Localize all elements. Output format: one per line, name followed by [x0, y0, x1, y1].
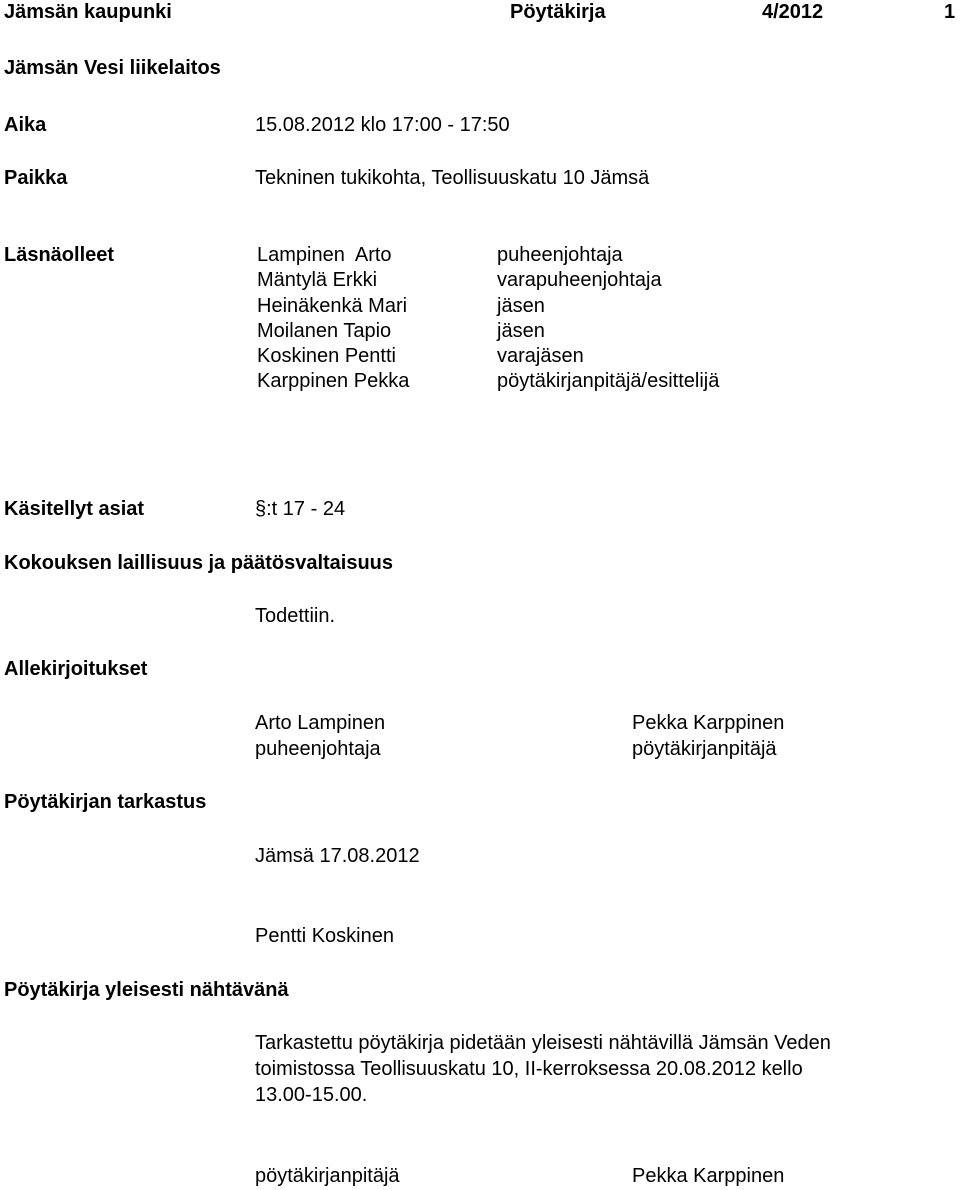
attendee-name: Karppinen Pekka: [257, 370, 410, 393]
public-display-text-line2: toimistossa Teollisuuskatu 10, II-kerroksessa 20.08.2012 kello: [255, 1058, 803, 1080]
attendee-role: varajäsen: [497, 345, 584, 368]
time-label: Aika: [4, 114, 47, 136]
chair-name: Arto Lampinen: [255, 712, 386, 734]
place-value: Tekninen tukikohta, Teollisuuskatu 10 Jämsä: [255, 167, 650, 189]
legality-value: Todettiin.: [255, 605, 336, 627]
signatures-label: Allekirjoitukset: [4, 658, 148, 680]
review-label: Pöytäkirjan tarkastus: [4, 791, 207, 813]
section-symbol: §: [255, 498, 267, 520]
time-value: 15.08.2012 klo 17:00 - 17:50: [255, 114, 510, 136]
chair-role: puheenjohtaja: [255, 738, 381, 760]
secretary-name: Pekka Karppinen: [632, 712, 785, 734]
signer-role: pöytäkirjanpitäjä: [255, 1165, 400, 1187]
attendee-name: Mäntylä Erkki: [257, 269, 378, 292]
attendee-role: varapuheenjohtaja: [497, 269, 662, 292]
attendee-roles: [497, 243, 719, 395]
organization-name: Jämsän kaupunki: [4, 1, 172, 23]
attendee-names: [257, 243, 409, 395]
public-display-text-line3: 13.00-15.00.: [255, 1084, 368, 1106]
attendee-name: Heinäkenkä Mari: [257, 294, 408, 317]
attendee-name: Koskinen Pentti: [257, 345, 396, 368]
document-number: 4/2012: [762, 1, 824, 23]
attendee-role: jäsen: [497, 294, 545, 317]
public-display-label: Pöytäkirja yleisesti nähtävänä: [4, 979, 289, 1001]
attendee-name: Moilanen Tapio: [257, 319, 392, 342]
unit-name: Jämsän Vesi liikelaitos: [4, 57, 221, 79]
attendee-role: pöytäkirjanpitäjä/esittelijä: [497, 370, 720, 393]
page-number: 1: [944, 1, 956, 23]
place-label: Paikka: [4, 167, 68, 189]
present-label: Läsnäolleet: [4, 244, 115, 266]
attendee-name: Lampinen Arto: [257, 244, 392, 266]
public-display-text-line1: Tarkastettu pöytäkirja pidetään yleisesti nähtävillä Jämsän Veden: [255, 1032, 831, 1054]
signer-name: Pekka Karppinen: [632, 1165, 785, 1187]
matters-label: Käsitellyt asiat: [4, 498, 145, 520]
secretary-role: pöytäkirjanpitäjä: [632, 738, 777, 760]
document-type: Pöytäkirja: [510, 1, 606, 23]
reviewer-name: Pentti Koskinen: [255, 925, 394, 947]
legality-label: Kokouksen laillisuus ja päätösvaltaisuus: [4, 552, 394, 574]
review-place-date: Jämsä 17.08.2012: [255, 845, 420, 867]
matters-range: :t 17 - 24: [266, 498, 346, 520]
matters-value: [255, 497, 345, 521]
attendee-role: puheenjohtaja: [497, 244, 623, 266]
attendee-role: jäsen: [497, 319, 545, 342]
